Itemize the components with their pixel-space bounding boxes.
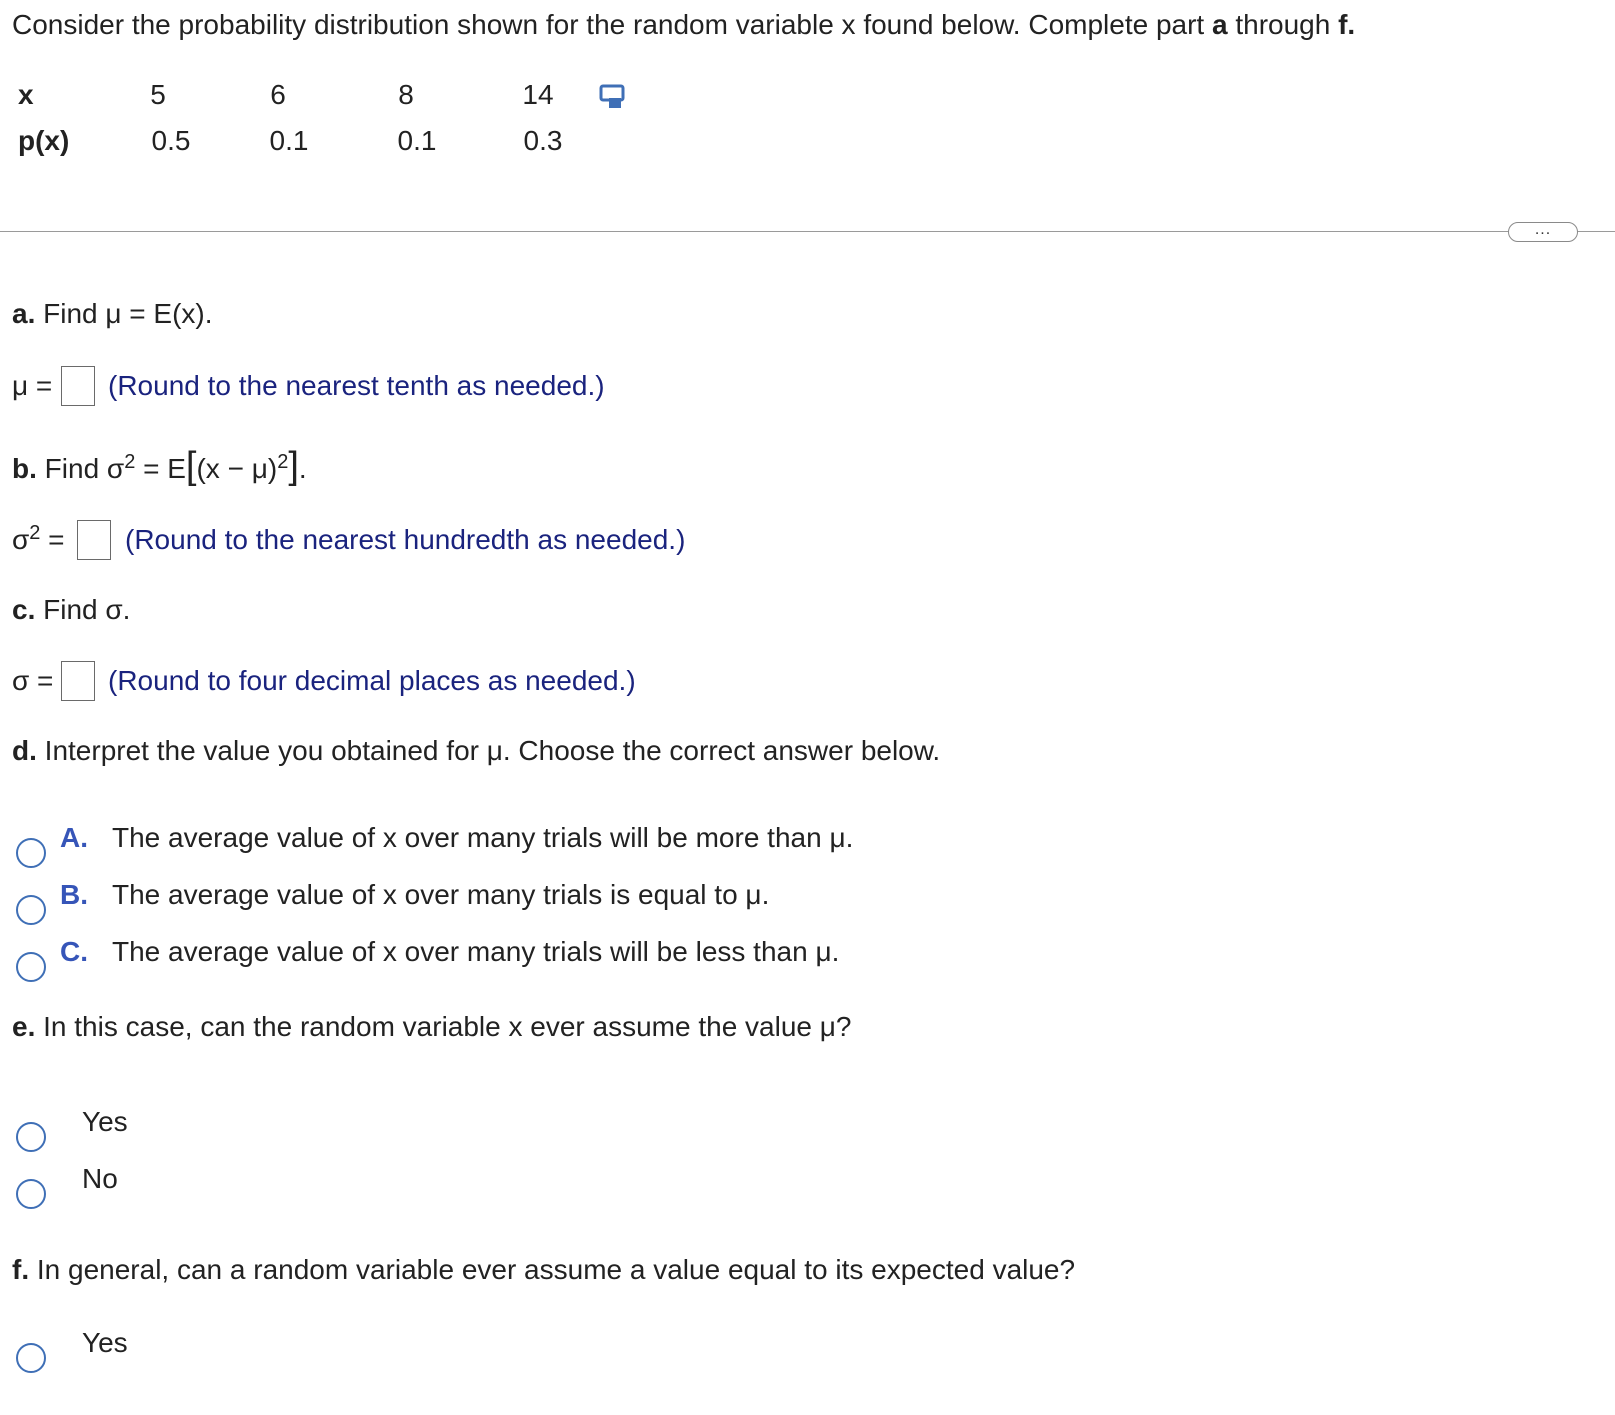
table-x-value: 8 (398, 79, 414, 110)
problem-intro (12, 8, 1355, 42)
part-b-question (12, 445, 307, 487)
intro-part-a: a (1212, 9, 1228, 40)
table-x-label: x (18, 79, 34, 110)
option-letter: A. (60, 822, 88, 853)
option-text[interactable]: The average value of x over many trials will be less than μ. (112, 936, 840, 967)
part-c-text: Find σ. (43, 594, 131, 625)
part-b-letter: b. (12, 453, 37, 484)
part-d-text: Interpret the value you obtained for μ. Choose the correct answer below. (44, 735, 941, 766)
part-d-question (12, 734, 940, 768)
part-a-question (12, 297, 213, 331)
option-text[interactable]: Yes (82, 1327, 128, 1358)
sigma-answer-input[interactable] (61, 661, 95, 701)
part-e-question (12, 1010, 851, 1044)
option-text[interactable]: Yes (82, 1106, 128, 1137)
part-b-end: . (298, 453, 307, 484)
variance-sigma: σ (12, 524, 30, 555)
table-p-value: 0.3 (523, 125, 563, 156)
copy-icon[interactable] (598, 82, 628, 112)
more-button[interactable]: ... (1508, 222, 1578, 242)
part-a-letter: a. (12, 298, 36, 329)
radio-yes[interactable] (16, 1122, 46, 1152)
table-p-label: p(x) (18, 125, 70, 156)
part-f-letter: f. (12, 1254, 30, 1285)
option-text[interactable]: No (82, 1163, 118, 1194)
part-b-inner-exp: 2 (277, 451, 289, 473)
part-e-text: In this case, can the random variable x ever assume the value μ? (43, 1011, 852, 1042)
mu-answer-label: μ = (12, 370, 53, 401)
radio-no[interactable] (16, 1179, 46, 1209)
variance-answer-label (12, 523, 65, 557)
part-d-letter: d. (12, 735, 37, 766)
table-x-value: 14 (522, 79, 554, 110)
part-b-hint: (Round to the nearest hundredth as needed.) (125, 524, 686, 555)
table-x-value: 5 (150, 79, 166, 110)
intro-visible: Consider the probability distribution shown for the random variable x found below. Complete part a through f. (12, 9, 1356, 40)
intro-part-f: f. (1338, 9, 1356, 40)
variance-exp: 2 (29, 522, 41, 544)
part-c-question (12, 593, 130, 627)
variance-eq: = (40, 524, 65, 555)
part-c-hint: (Round to four decimal places as needed.) (108, 665, 636, 696)
option-text[interactable]: The average value of x over many trials is equal to μ. (112, 879, 770, 910)
part-a-hint: (Round to the nearest tenth as needed.) (108, 370, 605, 401)
radio-option-b[interactable] (16, 895, 46, 925)
table-p-value: 0.1 (397, 125, 437, 156)
part-b-inner: (x − μ) (196, 453, 278, 484)
close-bracket: ] (288, 445, 299, 487)
part-f-question (12, 1253, 1075, 1287)
table-p-value: 0.5 (151, 125, 191, 156)
part-b-eq: = E (135, 453, 186, 484)
option-letter: C. (60, 936, 88, 967)
part-f-text: In general, can a random variable ever assume a value equal to its expected value? (36, 1254, 1076, 1285)
radio-option-a[interactable] (16, 838, 46, 868)
radio-yes[interactable] (16, 1343, 46, 1373)
table-p-value: 0.1 (269, 125, 309, 156)
part-b-find: Find σ (44, 453, 125, 484)
open-bracket: [ (185, 445, 197, 487)
variance-answer-input[interactable] (77, 520, 111, 560)
sigma-answer-label: σ = (12, 665, 54, 696)
option-text[interactable]: The average value of x over many trials will be more than μ. (112, 822, 854, 853)
part-e-letter: e. (12, 1011, 36, 1042)
table-x-value: 6 (270, 79, 286, 110)
mu-answer-input[interactable] (61, 366, 95, 406)
section-divider (0, 231, 1615, 232)
part-a-text: Find μ = E(x). (43, 298, 213, 329)
intro-through: through (1235, 9, 1331, 40)
part-b-exp: 2 (124, 451, 136, 473)
option-letter: B. (60, 879, 88, 910)
radio-option-c[interactable] (16, 952, 46, 982)
part-c-letter: c. (12, 594, 36, 625)
